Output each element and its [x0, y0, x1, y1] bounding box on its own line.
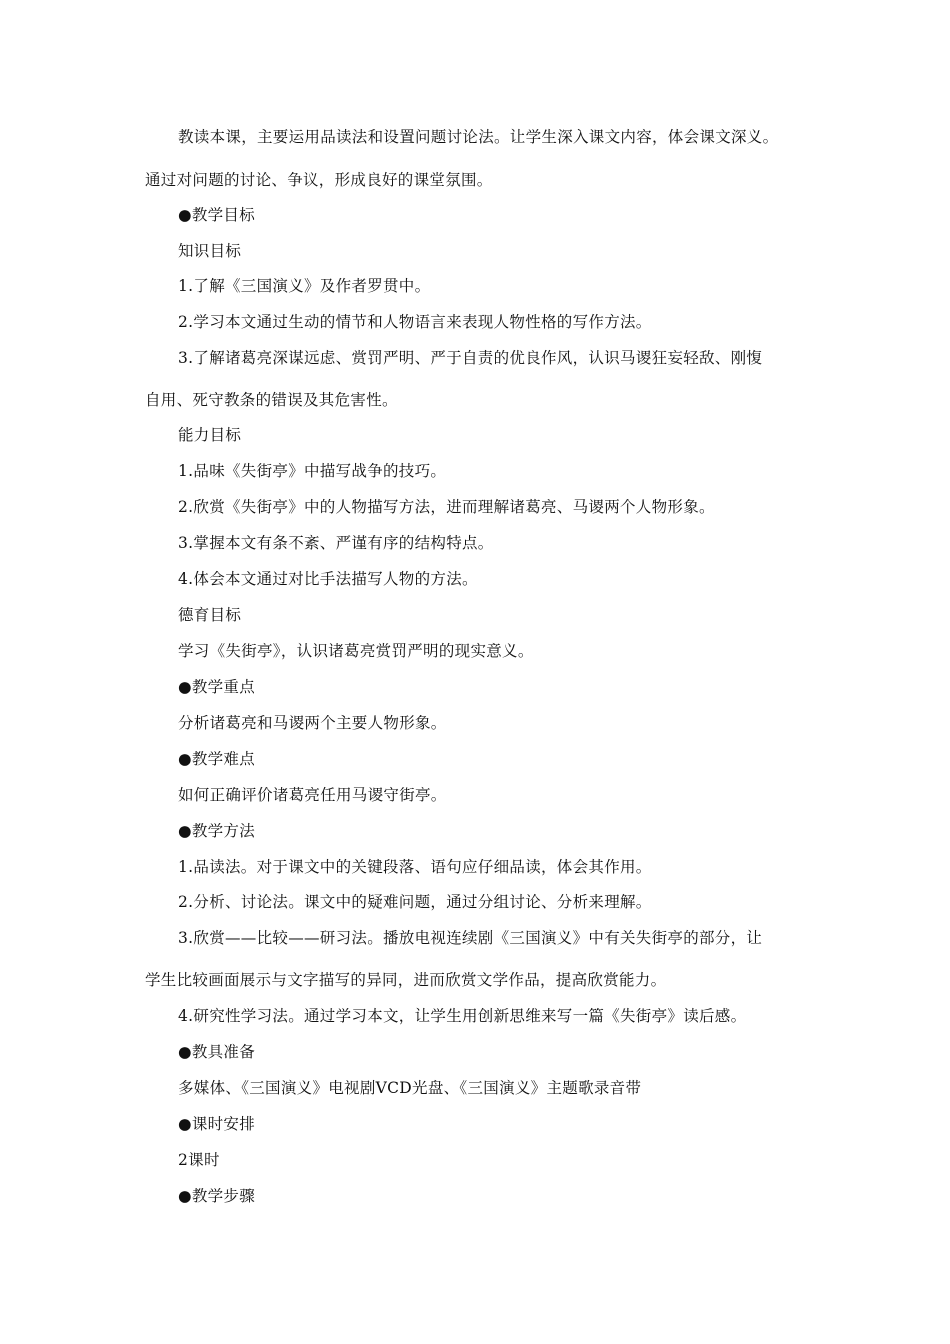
section-heading-difficulty: ●教学难点 — [178, 750, 256, 768]
ability-item-1: 1.品味《失街亭》中描写战争的技巧。 — [178, 462, 447, 480]
section-heading-goals: ●教学目标 — [178, 206, 256, 224]
ability-item-2: 2.欣赏《失街亭》中的人物描写方法，进而理解诸葛亮、马谡两个人物形象。 — [178, 498, 715, 516]
subheading-moral: 德育目标 — [178, 606, 242, 624]
method-item-3: 3.欣赏——比较——研习法。播放电视连续剧《三国演义》中有关失街亭的部分，让 — [178, 929, 763, 947]
knowledge-item-3: 3.了解诸葛亮深谋远虑、赏罚严明、严于自责的优良作风，认识马谡狂妄轻敌、刚愎 — [178, 349, 763, 367]
subheading-knowledge: 知识目标 — [178, 242, 242, 260]
knowledge-item-2: 2.学习本文通过生动的情节和人物语言来表现人物性格的写作方法。 — [178, 313, 652, 331]
section-heading-methods: ●教学方法 — [178, 822, 256, 840]
method-item-3-continued: 学生比较画面展示与文字描写的异同，进而欣赏文学作品，提高欣赏能力。 — [145, 971, 667, 989]
section-heading-tools: ●教具准备 — [178, 1043, 256, 1061]
tools-text: 多媒体、《三国演义》电视剧VCD光盘、《三国演义》主题歌录音带 — [178, 1079, 642, 1097]
moral-text: 学习《失街亭》，认识诸葛亮赏罚严明的现实意义。 — [178, 642, 534, 660]
key-point-text: 分析诸葛亮和马谡两个主要人物形象。 — [178, 714, 447, 732]
ability-item-4: 4.体会本文通过对比手法描写人物的方法。 — [178, 570, 478, 588]
subheading-ability: 能力目标 — [178, 426, 242, 444]
section-heading-steps: ●教学步骤 — [178, 1187, 256, 1205]
section-heading-key-point: ●教学重点 — [178, 678, 256, 696]
method-item-1: 1.品读法。对于课文中的关键段落、语句应仔细品读，体会其作用。 — [178, 858, 652, 876]
difficulty-text: 如何正确评价诸葛亮任用马谡守街亭。 — [178, 786, 447, 804]
method-item-4: 4.研究性学习法。通过学习本文，让学生用创新思维来写一篇《失街亭》读后感。 — [178, 1007, 747, 1025]
section-heading-schedule: ●课时安排 — [178, 1115, 256, 1133]
intro-line-2: 通过对问题的讨论、争议，形成良好的课堂氛围。 — [145, 171, 493, 189]
schedule-text: 2课时 — [178, 1151, 220, 1169]
knowledge-item-3-continued: 自用、死守教条的错误及其危害性。 — [145, 391, 398, 409]
ability-item-3: 3.掌握本文有条不紊、严谨有序的结构特点。 — [178, 534, 494, 552]
intro-line-1: 教读本课，主要运用品读法和设置问题讨论法。让学生深入课文内容，体会课文深义。 — [178, 128, 779, 146]
method-item-2: 2.分析、讨论法。课文中的疑难问题，通过分组讨论、分析来理解。 — [178, 893, 652, 911]
knowledge-item-1: 1.了解《三国演义》及作者罗贯中。 — [178, 277, 431, 295]
